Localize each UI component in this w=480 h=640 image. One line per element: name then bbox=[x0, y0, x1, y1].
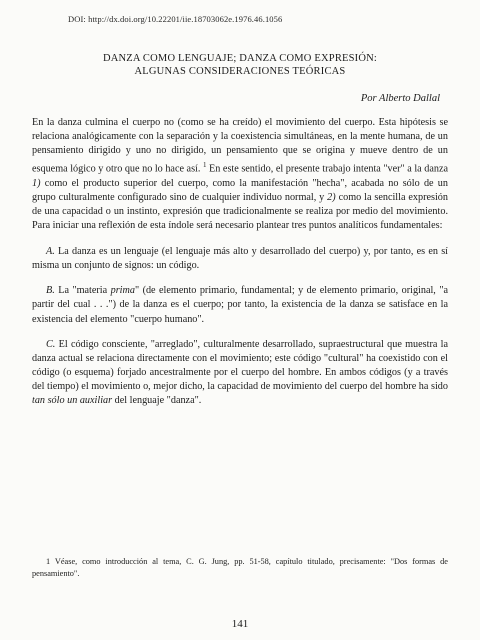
doi-line[interactable]: DOI: http://dx.doi.org/10.22201/iie.18703062e.1976.46.1056 bbox=[68, 14, 283, 24]
author-byline: Por Alberto Dallal bbox=[360, 93, 440, 104]
enum-marker-2: 2) bbox=[327, 191, 336, 203]
intro-paragraph bbox=[32, 116, 448, 233]
point-a-label: A. bbox=[46, 246, 55, 258]
point-b-label: B. bbox=[46, 285, 55, 297]
point-c-text-2: del lenguaje "danza". bbox=[112, 394, 202, 406]
footnote bbox=[32, 556, 448, 580]
intro-text-1: En la danza culmina el cuerpo no (como se ha creído) el movimiento del cuerpo. Esta hipótesis se relaciona analógicamente con la separación y la coexistencia simultáneas, en la mente humana, de un pensamiento dirigido y uno no dirigido, un pensamiento que se origina y mueve dentro de un esquema lógico y otro que no lo hace así. bbox=[32, 117, 448, 175]
point-c-label: C. bbox=[46, 338, 56, 350]
footnote-number: 1 bbox=[46, 557, 51, 566]
intro-text-2: En este sentido, el presente trabajo intenta "ver" a la danza bbox=[206, 163, 449, 175]
point-a-paragraph bbox=[32, 245, 448, 273]
article-body bbox=[32, 116, 448, 419]
point-b-text-2: " (de elemento primario, fundamental; y de elemento primario, original, "a partir del cual . . .") de la danza es el cuerpo; por tanto, la existencia de la danza se satisface en la existencia del elemento "cuerpo humano". bbox=[32, 285, 448, 325]
point-a-text: La danza es un lenguaje (el lenguaje más alto y desarrollado del cuerpo) y, por tanto, es en sí misma un conjunto de signos: un código. bbox=[32, 246, 448, 272]
point-b-paragraph bbox=[32, 284, 448, 326]
page-number: 141 bbox=[231, 618, 249, 630]
point-b-text-1: La "materia bbox=[54, 285, 111, 297]
point-c-italic: tan sólo un auxiliar bbox=[32, 394, 113, 406]
title-line-1: DANZA COMO LENGUAJE; DANZA COMO EXPRESIÓN: bbox=[102, 53, 378, 64]
intro-text-4: como la sencilla expresión de una capacidad o un instinto, expresión que tradicionalmente se realiza por medio del movimiento. Para iniciar una reflexión de esta índole será necesario plantear tres puntos analíticos fundamentales: bbox=[32, 191, 448, 232]
footnote-reference[interactable]: 1 bbox=[202, 161, 207, 170]
footnote-text: Véase, como introducción al tema, C. G. Jung, pp. 51-58, capítulo titulado, precisamente: "Dos formas de pensamiento". bbox=[32, 557, 448, 578]
point-b-italic: prima bbox=[110, 285, 135, 297]
intro-text-3: como el producto superior del cuerpo, como la manifestación "hecha", acabada no sólo de un grupo culturalmente configurado sino de cualquier individuo normal, y bbox=[32, 177, 448, 203]
point-c-paragraph bbox=[32, 338, 448, 408]
article-title bbox=[40, 52, 440, 78]
point-c-text-1: El código consciente, "arreglado", culturalmente desarrollado, supraestructural que muestra la danza actual se relaciona directamente con el movimiento; este código "cultural" ha coexistido con el código (o esquema) forjado ancestralmente por el cuerpo del hombre. En ambos códigos (y a través del tiempo) el movimiento o, mejor dicho, la capacidad de movimiento del cuerpo del hombre ha sido bbox=[32, 338, 448, 392]
enum-marker-1: 1) bbox=[32, 177, 41, 189]
title-line-2: ALGUNAS CONSIDERACIONES TEÓRICAS bbox=[134, 66, 346, 77]
